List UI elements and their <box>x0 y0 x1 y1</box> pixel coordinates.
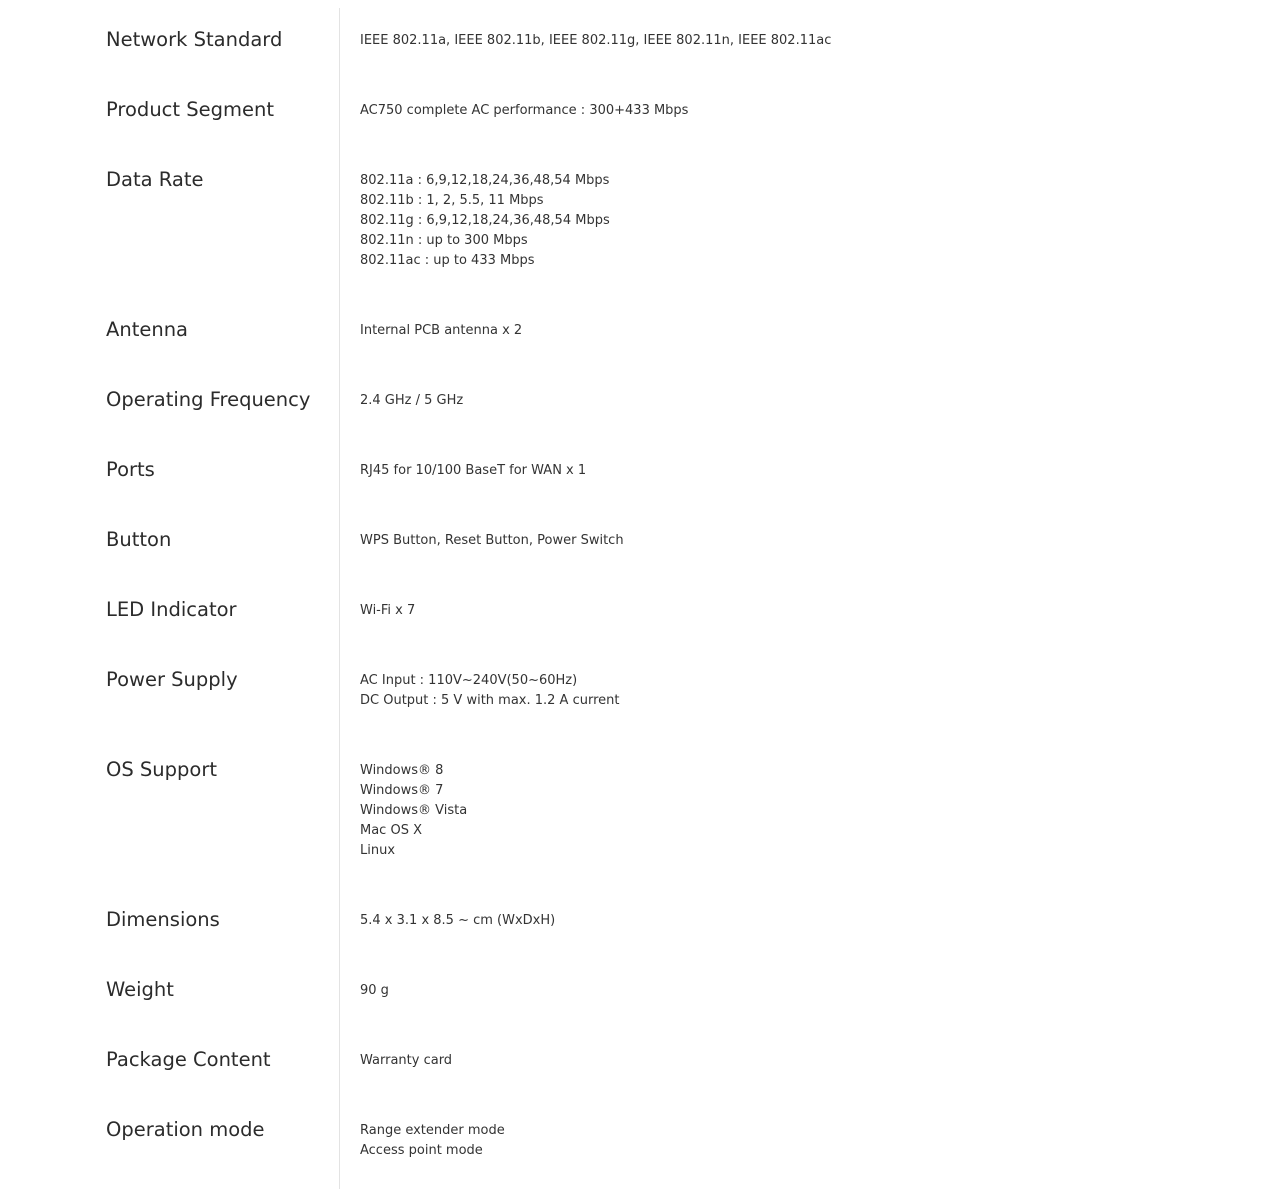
spec-value: 5.4 x 3.1 x 8.5 ~ cm (WxDxH) <box>360 913 556 928</box>
column-divider <box>339 8 340 1189</box>
spec-value: 2.4 GHz / 5 GHz <box>360 393 464 408</box>
spec-values <box>360 1121 1240 1161</box>
spec-label: Product Segment <box>106 98 274 121</box>
spec-value: Windows® Vista <box>360 803 468 818</box>
spec-value: Mac OS X <box>360 823 422 838</box>
spec-value: Warranty card <box>360 1053 453 1068</box>
spec-label: Network Standard <box>106 28 283 51</box>
spec-value: 802.11ac : up to 433 Mbps <box>360 253 535 268</box>
spec-label: Weight <box>106 978 174 1001</box>
spec-values <box>360 761 1240 861</box>
spec-value: Linux <box>360 843 396 858</box>
spec-values <box>360 461 1240 481</box>
spec-value: DC Output : 5 V with max. 1.2 A current <box>360 693 620 708</box>
spec-values <box>360 531 1240 551</box>
spec-value: Range extender mode <box>360 1123 505 1138</box>
spec-value: 802.11b : 1, 2, 5.5, 11 Mbps <box>360 193 544 208</box>
spec-label: Package Content <box>106 1048 271 1071</box>
spec-value: 802.11g : 6,9,12,18,24,36,48,54 Mbps <box>360 213 610 228</box>
spec-value: 802.11n : up to 300 Mbps <box>360 233 528 248</box>
spec-value: IEEE 802.11a, IEEE 802.11b, IEEE 802.11g, IEEE 802.11n, IEEE 802.11ac <box>360 33 832 48</box>
spec-label: Power Supply <box>106 668 238 691</box>
spec-values <box>360 671 1240 711</box>
spec-values <box>360 981 1240 1001</box>
spec-values <box>360 911 1240 931</box>
spec-values <box>360 1051 1240 1071</box>
spec-value: Access point mode <box>360 1143 483 1158</box>
spec-value: WPS Button, Reset Button, Power Switch <box>360 533 624 548</box>
spec-values <box>360 101 1240 121</box>
spec-label: Ports <box>106 458 155 481</box>
spec-value: AC750 complete AC performance : 300+433 Mbps <box>360 103 689 118</box>
spec-label: Antenna <box>106 318 189 341</box>
spec-label: Data Rate <box>106 168 204 191</box>
spec-values <box>360 31 1240 51</box>
spec-value: RJ45 for 10/100 BaseT for WAN x 1 <box>360 463 587 478</box>
spec-value: Windows® 7 <box>360 783 444 798</box>
spec-value: Internal PCB antenna x 2 <box>360 323 523 338</box>
spec-value: 802.11a : 6,9,12,18,24,36,48,54 Mbps <box>360 173 610 188</box>
spec-values <box>360 171 1240 271</box>
spec-label: Operating Frequency <box>106 388 311 411</box>
spec-label: LED Indicator <box>106 598 237 621</box>
spec-value: AC Input : 110V~240V(50~60Hz) <box>360 673 578 688</box>
spec-label: Dimensions <box>106 908 220 931</box>
spec-value: 90 g <box>360 983 389 998</box>
spec-value: Windows® 8 <box>360 763 444 778</box>
spec-values <box>360 321 1240 341</box>
spec-label: Button <box>106 528 172 551</box>
spec-label: OS Support <box>106 758 218 781</box>
spec-values <box>360 391 1240 411</box>
spec-values <box>360 601 1240 621</box>
spec-label: Operation mode <box>106 1118 265 1141</box>
spec-value: Wi-Fi x 7 <box>360 603 416 618</box>
